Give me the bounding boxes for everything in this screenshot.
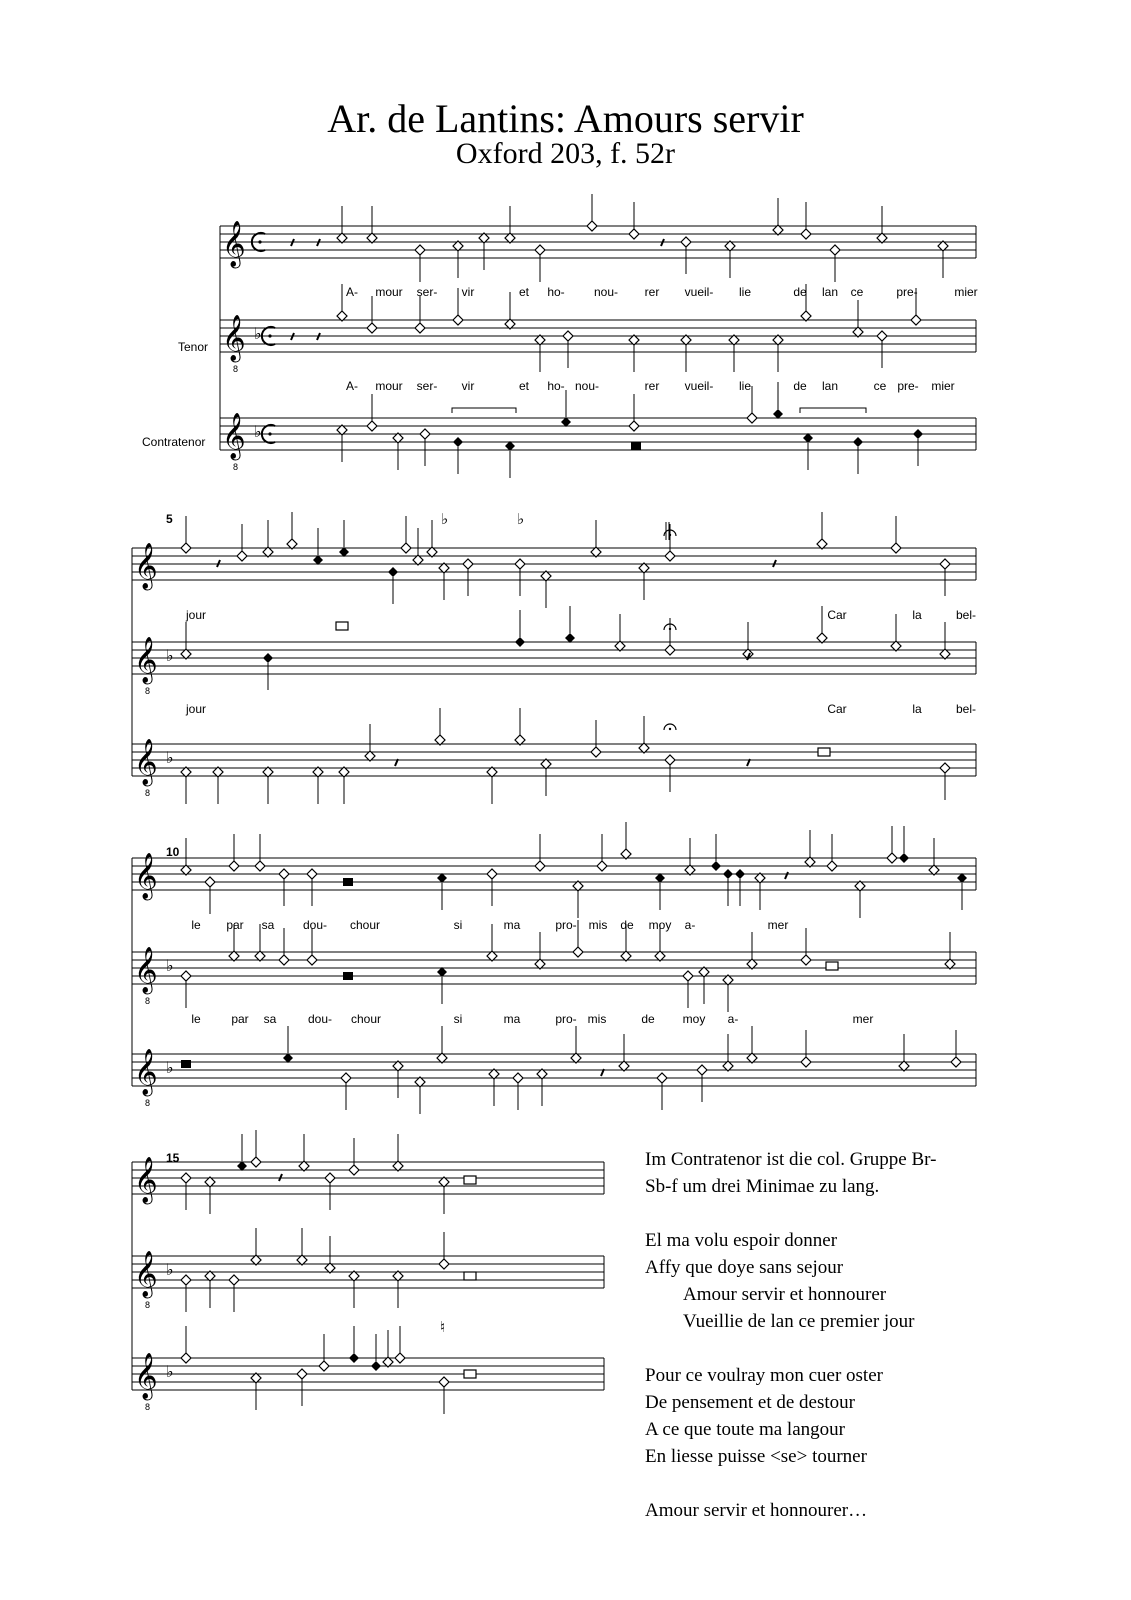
key-flat-icon: ♭: [166, 646, 174, 665]
note-head: [420, 429, 430, 439]
lyric: par: [226, 918, 244, 932]
ligature-bracket: [800, 408, 866, 413]
note-head: [307, 955, 317, 965]
lyric: dou-: [302, 918, 328, 932]
lyric: ma: [503, 1012, 521, 1026]
note-head: [325, 1173, 335, 1183]
note-head: [940, 763, 950, 773]
note-head: [891, 543, 901, 553]
treble-clef-icon: 𝄞: [134, 1353, 158, 1399]
breve-note: [464, 1176, 476, 1184]
system-1-staves: [220, 194, 976, 478]
lyric: sa: [263, 1012, 277, 1026]
lyric: vir: [461, 285, 475, 299]
octave-mark: 8: [145, 1402, 151, 1412]
note-head: [181, 543, 191, 553]
lyric: a-: [684, 918, 696, 932]
note-head: [535, 861, 545, 871]
lyric: ce: [850, 285, 864, 299]
lyric: vir: [461, 379, 475, 393]
note-head: [573, 947, 583, 957]
lyric: ho-: [547, 379, 565, 393]
lyric: lie: [738, 379, 752, 393]
editorial-note-line: Sb-f um drei Minimae zu lang.: [645, 1176, 880, 1197]
rest-mark: [279, 1174, 282, 1181]
note-head: [513, 1073, 523, 1083]
rest-mark: [291, 239, 294, 246]
note-head: [401, 543, 411, 553]
lyric: moy: [682, 1012, 706, 1026]
octave-mark: 8: [145, 996, 151, 1006]
note-head: [830, 245, 840, 255]
rest-mark: [661, 239, 664, 246]
note-head: [911, 315, 921, 325]
key-flat-icon: ♭: [254, 324, 262, 343]
note-head: [415, 323, 425, 333]
lyric: a-: [727, 1012, 739, 1026]
page-subtitle: Oxford 203, f. 52r: [455, 137, 676, 170]
lyric: mour: [375, 285, 403, 299]
note-head: [711, 861, 721, 871]
note-head: [453, 315, 463, 325]
key-flat-icon: ♭: [166, 956, 174, 975]
system-2-staves: [132, 510, 976, 804]
note-head: [263, 653, 273, 663]
breve-note: [818, 748, 830, 756]
octave-mark: 8: [145, 686, 151, 696]
lyric: vueil-: [684, 285, 714, 299]
lyric: de: [793, 285, 807, 299]
note-head: [723, 869, 733, 879]
note-head: [229, 1275, 239, 1285]
breve-note: [631, 442, 641, 450]
note-head: [657, 1073, 667, 1083]
lyric: ho-: [547, 285, 565, 299]
breve-note: [181, 1060, 191, 1068]
note-head: [463, 559, 473, 569]
stanza-line: El ma volu espoir donner: [645, 1230, 838, 1251]
lyric: moy: [648, 918, 672, 932]
key-flat-icon: ♭: [166, 1058, 174, 1077]
lyric: bel-: [955, 608, 977, 622]
note-head: [801, 955, 811, 965]
lyric: et: [518, 285, 530, 299]
lyric: ce: [873, 379, 887, 393]
editorial-note-line: Im Contratenor ist die col. Gruppe Br-: [645, 1149, 937, 1170]
breve-note: [464, 1370, 476, 1378]
key-flat-icon: ♭: [166, 748, 174, 767]
note-head: [229, 861, 239, 871]
contratenor-part-label: Contratenor: [142, 435, 206, 449]
note-head: [629, 421, 639, 431]
lyric: mour: [375, 379, 403, 393]
lyric: rer: [644, 285, 660, 299]
note-head: [827, 861, 837, 871]
accidental-icon: ♭: [441, 510, 449, 528]
treble-clef-icon: 𝄞: [222, 315, 246, 361]
stanza-line: A ce que toute ma langour: [645, 1419, 845, 1440]
note-head: [747, 413, 757, 423]
note-head: [913, 429, 923, 439]
lyric: mier: [931, 379, 955, 393]
rest-mark: [773, 560, 776, 567]
note-head: [415, 245, 425, 255]
fermata-dot: [669, 628, 671, 630]
note-head: [487, 869, 497, 879]
note-head: [665, 755, 675, 765]
treble-clef-icon: 𝄞: [134, 739, 158, 785]
treble-clef-icon: 𝄞: [222, 221, 246, 267]
measure-number: 10: [166, 845, 180, 859]
treble-clef-icon: 𝄞: [134, 543, 158, 589]
lyric: et: [518, 379, 530, 393]
note-head: [255, 861, 265, 871]
lyric: de: [793, 379, 807, 393]
tenor-part-label: Tenor: [178, 340, 209, 354]
rest-mark: [785, 872, 788, 879]
lyric: rer: [644, 379, 660, 393]
note-head: [181, 971, 191, 981]
breve-note: [464, 1272, 476, 1280]
lyric: la: [912, 702, 922, 716]
breve-note: [826, 962, 838, 970]
note-head: [801, 1057, 811, 1067]
accidental-icon: ♭: [517, 510, 525, 528]
lyric: pre-: [896, 285, 918, 299]
rest-mark: [291, 333, 294, 340]
rest-mark: [217, 560, 220, 567]
note-head: [940, 559, 950, 569]
note-head: [587, 221, 597, 231]
note-head: [349, 1165, 359, 1175]
note-head: [515, 637, 525, 647]
key-flat-icon: ♭: [166, 1362, 174, 1381]
stanza-line: En liesse puisse <se> tourner: [645, 1446, 867, 1467]
octave-mark: 8: [233, 462, 239, 472]
lyric: mis: [587, 1012, 607, 1026]
lyric: mer: [767, 918, 789, 932]
rest-mark: [317, 239, 320, 246]
lyric: chour: [350, 1012, 382, 1026]
lyric: ma: [503, 918, 521, 932]
note-head: [563, 331, 573, 341]
note-head: [367, 421, 377, 431]
lyric: par: [231, 1012, 249, 1026]
note-head: [453, 437, 463, 447]
octave-mark: 8: [145, 1098, 151, 1108]
note-head: [951, 1057, 961, 1067]
stanza-line: Affy que doye sans sejour: [645, 1257, 844, 1278]
note-head: [181, 1173, 191, 1183]
lyric: si: [453, 918, 463, 932]
stanza-line: Amour servir et honnourer: [683, 1284, 887, 1305]
lyric: lan: [821, 379, 839, 393]
fermata-dot: [669, 728, 671, 730]
mensuration-dot: [268, 432, 271, 435]
note-head: [181, 1275, 191, 1285]
lyric: vueil-: [684, 379, 714, 393]
breve-note: [343, 972, 353, 980]
lyric: sa: [261, 918, 275, 932]
lyric: ser-: [416, 379, 438, 393]
lyric: jour: [185, 702, 207, 716]
note-head: [279, 955, 289, 965]
treble-clef-icon: 𝄞: [222, 413, 246, 459]
note-head: [887, 853, 897, 863]
system-1-lyrics-tenor: [346, 379, 955, 393]
lyric: lie: [738, 285, 752, 299]
ligature-bracket: [452, 408, 516, 413]
note-head: [371, 1361, 381, 1371]
lyric: bel-: [955, 702, 977, 716]
stanza-line: De pensement et de destour: [645, 1392, 855, 1413]
note-head: [237, 551, 247, 561]
note-head: [439, 1377, 449, 1387]
lyric: de: [641, 1012, 655, 1026]
lyric: nou-: [574, 379, 600, 393]
note-head: [877, 331, 887, 341]
system-1-lyrics-top: [346, 285, 978, 299]
note-head: [279, 869, 289, 879]
note-head: [899, 853, 909, 863]
lyric: pro-: [555, 918, 577, 932]
treble-clef-icon: 𝄞: [134, 1251, 158, 1297]
note-head: [205, 877, 215, 887]
note-head: [853, 437, 863, 447]
lyric: A-: [346, 285, 358, 299]
note-head: [395, 1353, 405, 1363]
note-head: [683, 971, 693, 981]
lyric: Car: [827, 608, 847, 622]
note-head: [697, 1065, 707, 1075]
lyric: nou-: [593, 285, 619, 299]
note-head: [251, 1157, 261, 1167]
octave-mark: 8: [145, 788, 151, 798]
note-head: [388, 567, 398, 577]
note-head: [665, 645, 675, 655]
system-3: [132, 822, 976, 1114]
system-3-staves: [132, 822, 976, 1114]
refrain-line: Amour servir et honnourer…: [645, 1500, 868, 1521]
key-flat-icon: ♭: [166, 1260, 174, 1279]
lyric: mer: [852, 1012, 874, 1026]
lyric: chour: [349, 918, 381, 932]
note-head: [515, 559, 525, 569]
note-head: [297, 1369, 307, 1379]
system-4: [132, 1130, 604, 1414]
system-2: [132, 510, 976, 804]
note-head: [307, 869, 317, 879]
lyric: dou-: [307, 1012, 333, 1026]
mensuration-dot: [258, 240, 261, 243]
lyric: mier: [954, 285, 978, 299]
lyric: ser-: [416, 285, 438, 299]
lyric: la: [912, 608, 922, 622]
system-4-staves: [132, 1130, 604, 1414]
lyric: mis: [588, 918, 608, 932]
accidental-icon: ♮: [440, 1318, 446, 1336]
breve-note: [343, 878, 353, 886]
treble-clef-icon: 𝄞: [134, 947, 158, 993]
lyric: Car: [827, 702, 847, 716]
commentary: [645, 1146, 1065, 1524]
octave-mark: 8: [145, 1300, 151, 1310]
lyric: si: [453, 1012, 463, 1026]
note-head: [591, 747, 601, 757]
note-head: [629, 229, 639, 239]
note-head: [367, 323, 377, 333]
rest-mark: [317, 333, 320, 340]
octave-mark: 8: [233, 364, 239, 374]
page-title: Ar. de Lantins: Amours servir: [327, 96, 804, 141]
lyric: le: [191, 918, 201, 932]
lyric: A-: [346, 379, 358, 393]
lyric: le: [191, 1012, 201, 1026]
treble-clef-icon: 𝄞: [134, 637, 158, 683]
treble-clef-icon: 𝄞: [134, 1157, 158, 1203]
note-head: [439, 1259, 449, 1269]
lyric: pro-: [555, 1012, 577, 1026]
note-head: [735, 869, 745, 879]
note-head: [341, 1073, 351, 1083]
lyric: jour: [185, 608, 207, 622]
note-head: [597, 861, 607, 871]
stanza-line: Pour ce voulray mon cuer oster: [645, 1365, 883, 1386]
system-1: [142, 194, 978, 478]
key-flat-icon: ♭: [254, 422, 262, 441]
stanza-line: Vueillie de lan ce premier jour: [683, 1311, 915, 1332]
breve-note: [336, 622, 348, 630]
mensuration-dot: [268, 334, 271, 337]
lyric: de: [620, 918, 634, 932]
treble-clef-icon: 𝄞: [134, 853, 158, 899]
treble-clef-icon: 𝄞: [134, 1049, 158, 1095]
note-head: [801, 229, 811, 239]
lyric: lan: [821, 285, 839, 299]
note-head: [349, 1353, 359, 1363]
note-head: [681, 237, 691, 247]
note-head: [665, 551, 675, 561]
note-head: [535, 245, 545, 255]
note-head: [181, 1353, 191, 1363]
measure-number: 5: [166, 512, 173, 526]
measure-number: 15: [166, 1151, 180, 1165]
lyric: pre-: [897, 379, 919, 393]
note-head: [319, 1361, 329, 1371]
